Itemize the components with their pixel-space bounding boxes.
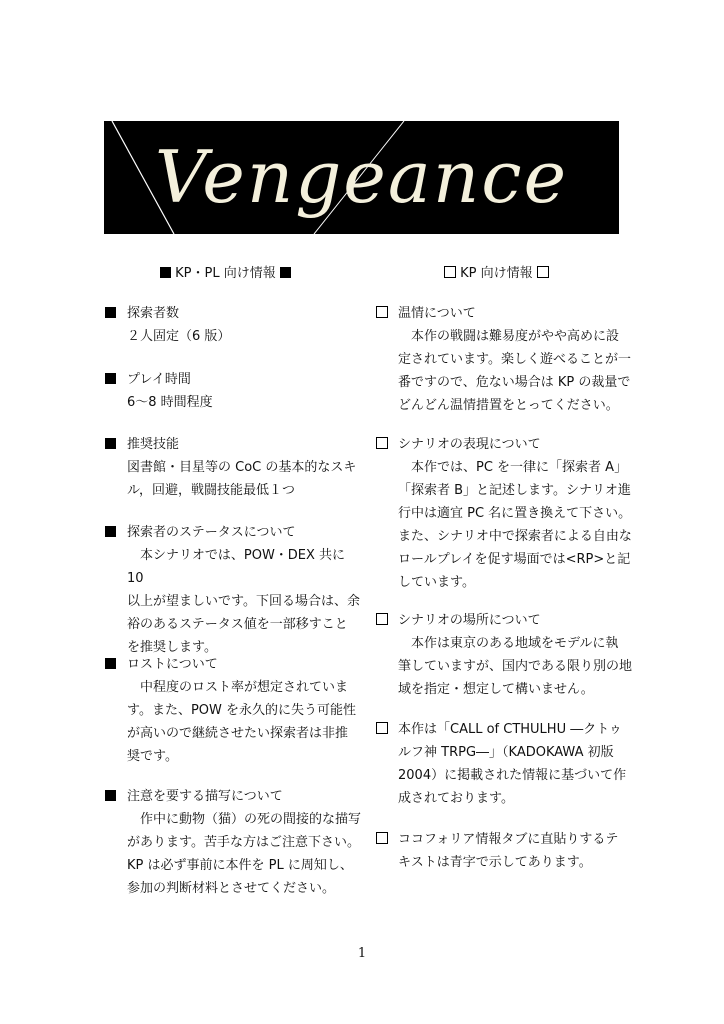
- filled-square-icon: [105, 790, 116, 801]
- open-square-icon: [537, 266, 549, 278]
- section-recommended-skills: 推奨技能 図書館・目星等の CoC の基本的なスキ ル，回避，戦闘技能最低１つ: [105, 433, 365, 502]
- section-title: プレイ時間: [127, 372, 191, 387]
- section-scenario-location: シナリオの場所について 本作は東京のある地域をモデルに執 筆していますが、国内である限り別の地 域を指定・想定して構いません。: [376, 609, 638, 701]
- section-lost: ロストについて 中程度のロスト率が想定されていま す。また、POW を永久的に失う可能性 が高いので継続させたい探索者は非推 奨です。: [105, 653, 365, 768]
- section-title: ロストについて: [127, 657, 218, 672]
- section-title: 探索者のステータスについて: [127, 525, 296, 540]
- title-banner: [104, 121, 619, 234]
- section-title: 温情について: [398, 306, 476, 321]
- section-title: シナリオの場所について: [398, 613, 541, 628]
- filled-square-icon: [105, 373, 116, 384]
- kp-info-header: KP 向け情報: [444, 262, 549, 281]
- open-square-icon: [376, 437, 388, 449]
- kp-pl-info-header: KP・PL 向け情報: [160, 262, 291, 281]
- section-leniency: 温情について 本作の戦闘は難易度がやや高めに設 定されています。楽しく遊べることが一 番ですので、危ない場合は KP の裁量で どんどん温情措置をとってください。: [376, 302, 638, 417]
- section-title: 注意を要する描写について: [127, 789, 283, 804]
- open-square-icon: [444, 266, 456, 278]
- open-square-icon: [376, 722, 388, 734]
- open-square-icon: [376, 306, 388, 318]
- section-title: 探索者数: [127, 306, 180, 321]
- filled-square-icon: [105, 307, 116, 318]
- section-title: 本作は「CALL of CTHULHU ―クトゥ: [398, 722, 622, 737]
- section-play-time: プレイ時間 6〜8 時間程度: [105, 368, 365, 414]
- section-title: 推奨技能: [127, 437, 180, 452]
- page-number: 1: [357, 946, 367, 961]
- filled-square-icon: [280, 267, 291, 278]
- section-investigator-status: 探索者のステータスについて 本シナリオでは、POW・DEX 共に 10 以上が望ましいです。下回る場合は、余 裕のあるステータス値を一部移すこと を推奨します。: [105, 521, 365, 659]
- section-title: ココフォリア情報タブに直貼りするテ: [398, 832, 619, 847]
- filled-square-icon: [105, 526, 116, 537]
- filled-square-icon: [160, 267, 171, 278]
- open-square-icon: [376, 832, 388, 844]
- section-source-reference: 本作は「CALL of CTHULHU ―クトゥ ルフ神 TRPG―」（KADOKAWA 初版 2004）に掲載された情報に基づいて作 成されております。: [376, 718, 638, 810]
- section-caution-depictions: 注意を要する描写について 作中に動物（猫）の死の間接的な描写 があります。苦手な方はご注意下さい。 KP は必ず事前に本件を PL に周知し、 参加の判断材料とさせてください。: [105, 785, 365, 900]
- section-player-count: 探索者数 ２人固定（6 版）: [105, 302, 365, 348]
- filled-square-icon: [105, 658, 116, 669]
- open-square-icon: [376, 613, 388, 625]
- section-title: シナリオの表現について: [398, 437, 541, 452]
- scenario-title: Vengeance: [154, 135, 569, 219]
- section-scenario-notation: シナリオの表現について 本作では、PC を一律に「探索者 A」 「探索者 B」と記述します。シナリオ進 行中は適宜 PC 名に置き換えて下さい。 また、シナリオ中で探索者による自由な ロールプレイを促す場面では<RP>と記 しています。: [376, 433, 638, 594]
- section-cocofolia-tab: ココフォリア情報タブに直貼りするテ キストは青字で示してあります。: [376, 828, 638, 874]
- filled-square-icon: [105, 438, 116, 449]
